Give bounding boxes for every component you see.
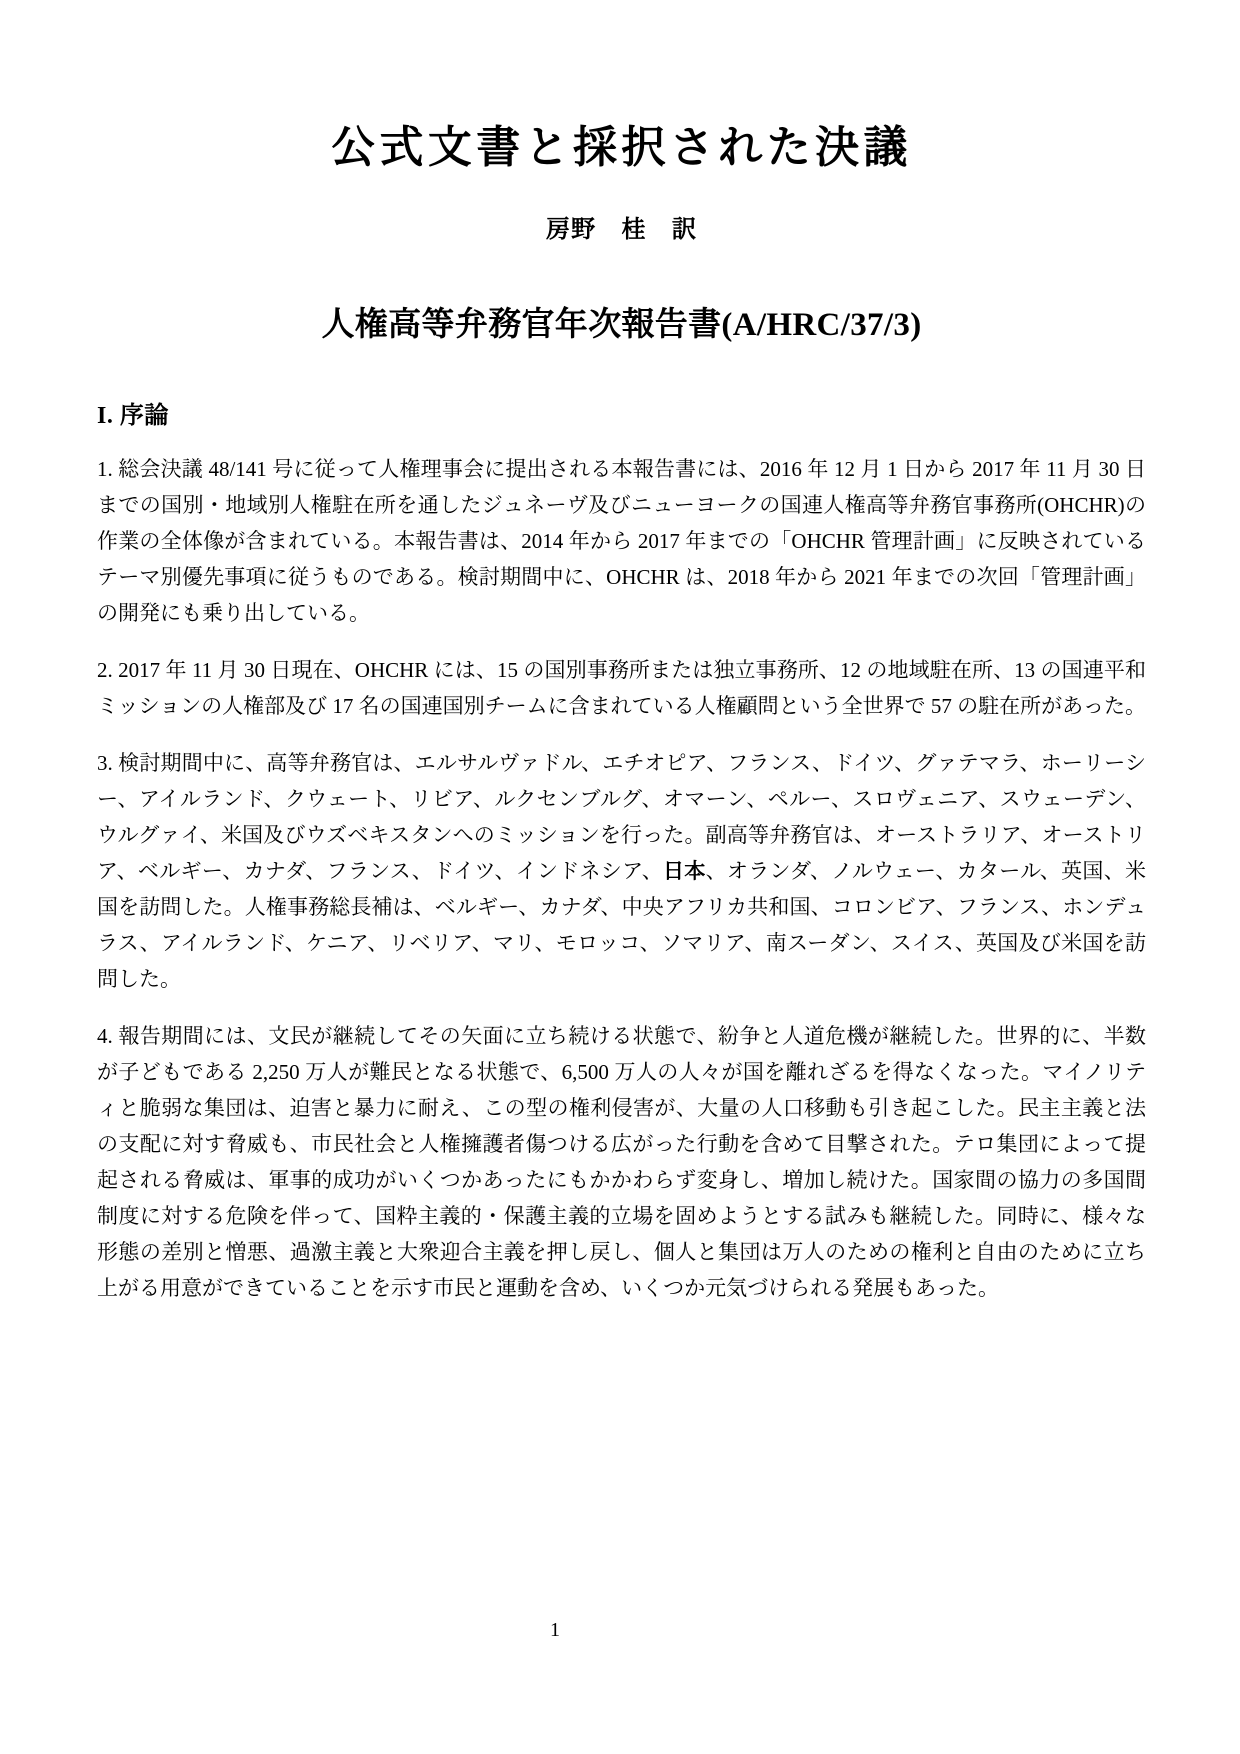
- paragraph-2: 2. 2017 年 11 月 30 日現在、OHCHR には、15 の国別事務所または独立事務所、12 の地域駐在所、13 の国連平和ミッションの人権部及び 17 名の国連国別チームに含まれている人権顧問という全世界で 57 の駐在所があった。: [97, 657, 1146, 718]
- paragraph-4: 4. 報告期間には、文民が継続してその矢面に立ち続ける状態で、紛争と人道危機が継続した。世界的に、半数が子どもである 2,250 万人が難民となる状態で、6,500 万人の人々が国を離れざるを得なくなった。マイノリティと脆弱な集団は、迫害と暴力に耐え、この型の権利侵害が、大量の人口移動も引き起こした。民主主義と法の支配に対す脅威も、市民社会と人権擁護者傷つける広がった行動を含めて目撃された。テロ集団によって提起される脅威は、軍事的成功がいくつかあったにもかかわらず変身し、増加し続けた。国家間の協力の多国間制度に対する危険を伴って、国粋主義的・保護主義的立場を固めようとする試みも継続した。同時に、様々な形態の差別と憎悪、過激主義と大衆迎合主義を押し戻し、個人と集団は万人のための権利と自由のために立ち上がる用意ができていることを示す市民と運動を含め、いくつか元気づけられる発展もあった。: [97, 1023, 1146, 1300]
- paragraph-3-text-after: 、オランダ、ノルウェー、カタール、英国、米国を訪問した。人権事務総長補は、ベルギー、カナダ、中央アフリカ共和国、コロンビア、フランス、ホンデュラス、アイルランド、ケニア、リベリア、マリ、モロッコ、ソマリア、南スーダン、スイス、英国及び米国を訪問した。: [97, 858, 1147, 991]
- document-title: 公式文書と採択された決議: [331, 123, 912, 172]
- paragraph-3: [97, 745, 1146, 997]
- section-heading-introduction: I. 序論: [97, 402, 169, 429]
- page-number: 1: [550, 1619, 560, 1641]
- document-subtitle: 人権高等弁務官年次報告書(A/HRC/37/3): [321, 306, 922, 343]
- translator-byline: 房野 桂 訳: [545, 216, 698, 243]
- paragraph-3-bold-japan: 日本: [663, 858, 706, 883]
- paragraph-3-text-before: 3. 検討期間中に、高等弁務官は、エルサルヴァドル、エチオピア、フランス、ドイツ、グァテマラ、ホーリーシー、アイルランド、クウェート、リビア、ルクセンブルグ、オマーン、ペルー、スロヴェニア、スウェーデン、ウルグァイ、米国及びウズベキスタンへのミッションを行った。副高等弁務官は、オーストラリア、オーストリア、ベルギー、カナダ、フランス、ドイツ、インドネシア、: [97, 750, 1146, 883]
- paragraph-1: 1. 総会決議 48/141 号に従って人権理事会に提出される本報告書には、2016 年 12 月 1 日から 2017 年 11 月 30 日までの国別・地域別人権駐在所を通したジュネーヴ及びニューヨークの国連人権高等弁務官事務所(OHCHR)の作業の全体像が含まれている。本報告書は、2014 年から 2017 年までの「OHCHR 管理計画」に反映されているテーマ別優先事項に従うものである。検討期間中に、OHCHR は、2018 年から 2021 年までの次回「管理計画」の開発にも乗り出している。: [97, 456, 1146, 625]
